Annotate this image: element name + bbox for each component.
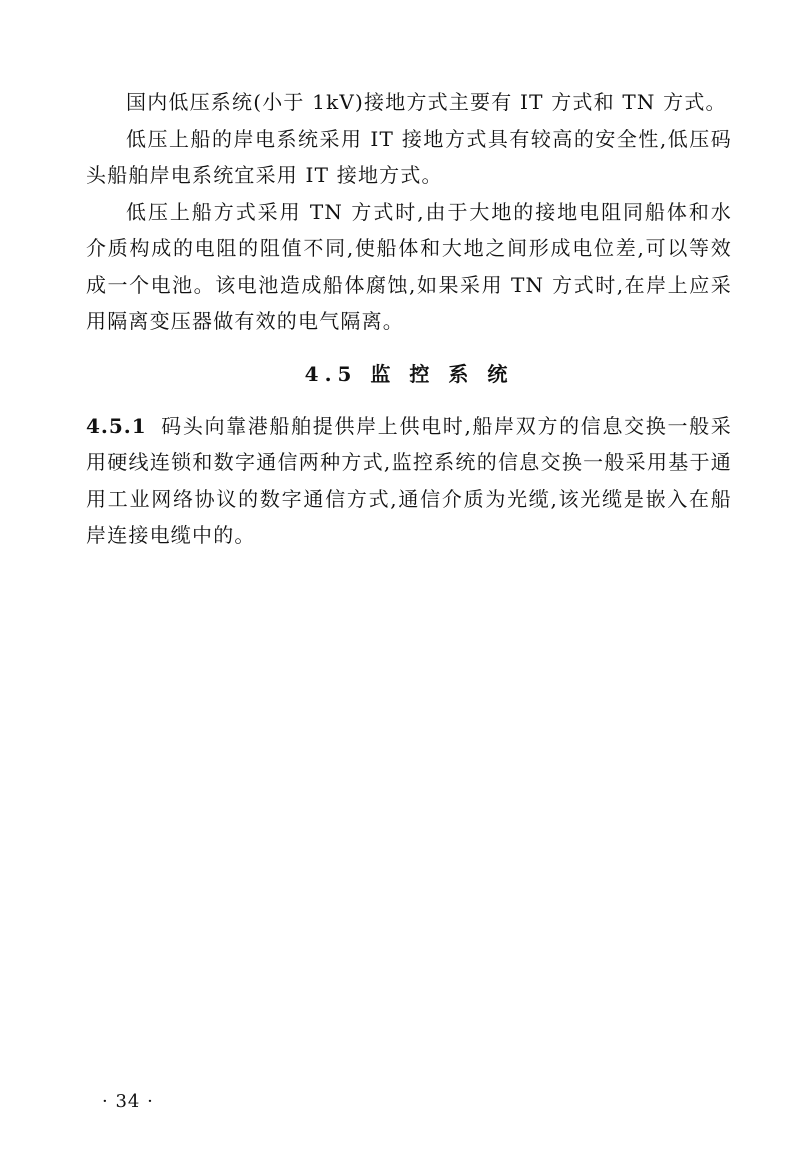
section-title: 4.5 监 控 系 统 bbox=[304, 361, 514, 386]
paragraph-grounding-methods: 国内低压系统(小于 1kV)接地方式主要有 IT 方式和 TN 方式。 bbox=[126, 90, 727, 114]
page-number: · 34 · bbox=[102, 1091, 154, 1112]
clause-4-5-1 bbox=[86, 408, 732, 554]
clause-text: 码头向靠港船舶提供岸上供电时,船岸双方的信息交换一般采用硬线连锁和数字通信两种方式,监控系统的信息交换一般采用基于通用工业网络协议的数字通信方式,通信介质为光缆,该光缆是嵌入在船岸连接电缆中的。 bbox=[86, 413, 732, 547]
paragraph-tn-grounding: 低压上船方式采用 TN 方式时,由于大地的接地电阻同船体和水介质构成的电阻的阻值不同,使船体和大地之间形成电位差,可以等效成一个电池。该电池造成船体腐蚀,如果采用 TN 方式时,在岸上应采用隔离变压器做有效的电气隔离。 bbox=[86, 199, 732, 333]
paragraph-it-grounding: 低压上船的岸电系统采用 IT 接地方式具有较高的安全性,低压码头船舶岸电系统宜采用 IT 接地方式。 bbox=[86, 126, 732, 187]
page-content bbox=[86, 84, 732, 554]
clause-number: 4.5.1 bbox=[86, 413, 147, 438]
